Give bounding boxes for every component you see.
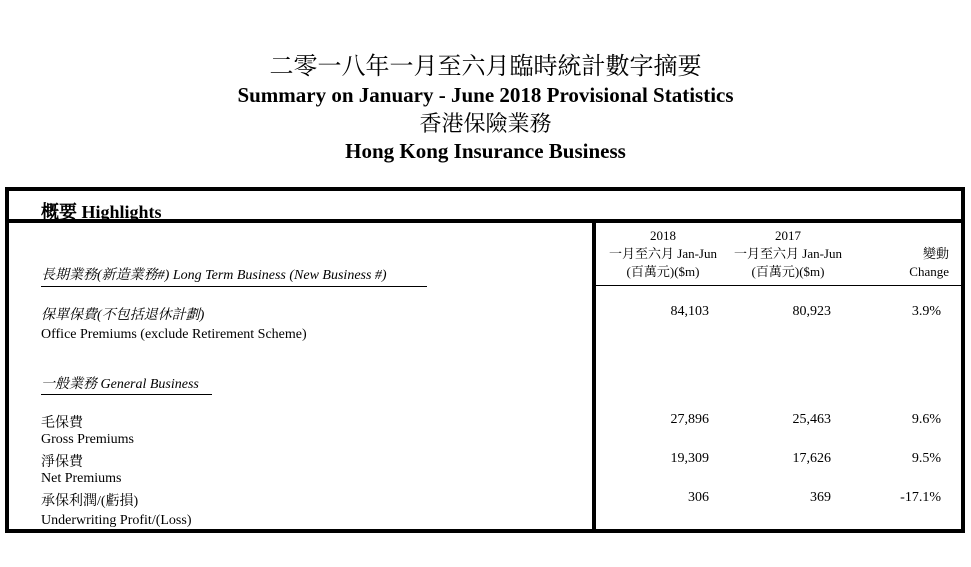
highlights-label: 概要 Highlights <box>41 202 162 222</box>
row-net-zh: 淨保費 <box>41 455 83 470</box>
uw-change-value: -17.1% <box>900 490 941 505</box>
section-long-term: 長期業務(新造業務#) Long Term Business (New Business #) <box>41 268 387 283</box>
column-header-change <box>869 245 949 281</box>
period-2017: 一月至六月 Jan-Jun <box>734 246 842 261</box>
section-general-underline <box>41 394 212 395</box>
change-en: Change <box>909 264 949 279</box>
title-chinese: 二零一八年一月至六月臨時統計數字摘要 <box>269 54 702 80</box>
row-net-en: Net Premiums <box>41 471 122 486</box>
change-zh: 變動 <box>922 246 949 261</box>
row-gross-zh: 毛保費 <box>41 416 83 431</box>
row-uw-zh: 承保利潤/(虧損) <box>41 494 139 509</box>
office-2017-value: 80,923 <box>792 304 831 319</box>
statistics-table <box>5 187 965 533</box>
net-2018-value: 19,309 <box>670 451 709 466</box>
highlights-bar <box>9 191 961 223</box>
year-2017: 2017 <box>775 228 801 243</box>
column-header-2017 <box>727 227 849 281</box>
subtitle-english: Hong Kong Insurance Business <box>345 139 626 163</box>
gross-2018-value: 27,896 <box>670 412 709 427</box>
office-2018-value: 84,103 <box>670 304 709 319</box>
section-long-term-underline <box>41 286 427 287</box>
period-2018: 一月至六月 Jan-Jun <box>609 246 717 261</box>
net-2017-value: 17,626 <box>792 451 831 466</box>
row-office-zh: 保單保費(不包括退休計劃) <box>41 308 205 323</box>
title-english: Summary on January - June 2018 Provisional Statistics <box>237 83 734 107</box>
uw-2018-value: 306 <box>688 490 709 505</box>
section-general: 一般業務 General Business <box>41 377 199 392</box>
office-change-value: 3.9% <box>911 304 941 319</box>
row-office-en: Office Premiums (exclude Retirement Scheme) <box>41 327 307 342</box>
row-gross-en: Gross Premiums <box>41 432 134 447</box>
gross-2017-value: 25,463 <box>792 412 831 427</box>
column-header-2018 <box>599 227 727 281</box>
year-2018: 2018 <box>650 228 676 243</box>
gross-change-value: 9.6% <box>911 412 941 427</box>
row-uw-en: Underwriting Profit/(Loss) <box>41 513 192 528</box>
unit-2017: (百萬元)($m) <box>751 264 825 279</box>
uw-2017-value: 369 <box>810 490 831 505</box>
report-titles <box>0 52 971 165</box>
column-divider <box>592 223 596 529</box>
subtitle-chinese: 香港保險業務 <box>419 111 552 136</box>
net-change-value: 9.5% <box>911 451 941 466</box>
unit-2018: (百萬元)($m) <box>626 264 700 279</box>
header-underline <box>596 285 961 286</box>
